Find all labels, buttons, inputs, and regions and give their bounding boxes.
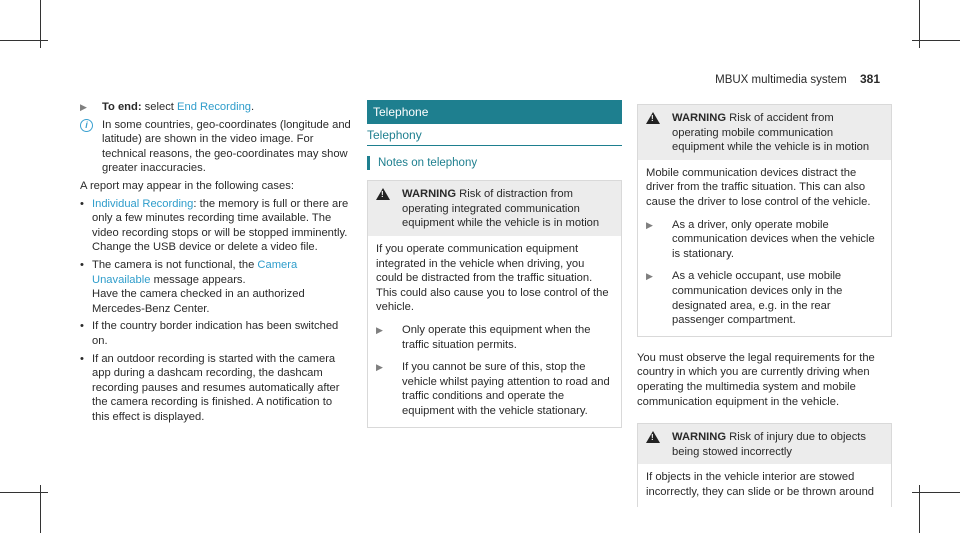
list-item-text: If an outdoor recording is started with the camera app during a dashcam recording, the dashcam recording pauses and resumes automatically after the camera recording is finished. A notification to this effect is displayed.: [92, 352, 340, 423]
bullet-icon: •: [80, 258, 84, 271]
warning-step-text: Only operate this equipment when the traffic situation permits.: [402, 323, 591, 351]
notes-heading: [367, 156, 622, 171]
warning-label: WARNING: [402, 188, 457, 201]
warning-header: [638, 105, 891, 160]
list-item-followup: Have the camera checked in an authorized Mercedes-Benz Center.: [92, 288, 305, 315]
warning-title: Risk of distraction from operating integrated communication equipment while the vehicle is in motion: [402, 188, 600, 230]
section-heading-telephony: Telephony: [367, 128, 622, 146]
page-header: [715, 72, 880, 88]
notes-heading-text: Notes on telephony: [378, 156, 478, 169]
warning-icon: [646, 112, 660, 124]
running-title: MBUX multimedia system: [715, 74, 847, 86]
bullet-icon: •: [80, 197, 84, 210]
end-recording-link[interactable]: End Recording: [177, 101, 252, 113]
heading-marker: [367, 156, 370, 170]
info-note: [80, 118, 352, 176]
step-arrow-icon: ▶: [376, 324, 383, 335]
warning-header: [638, 424, 891, 464]
step-end: [80, 100, 352, 115]
individual-recording-link[interactable]: Individual Recording: [92, 197, 194, 210]
warning-step: [646, 218, 883, 262]
warning-text: If you operate communication equipment integrated in the vehicle when driving, you could be distracted from the traffic situation. This could also cause you to lose control of the vehicle.: [376, 242, 609, 314]
list-item-text: If the country border indication has been switched on.: [92, 320, 339, 347]
info-icon: i: [80, 119, 93, 132]
warning-box: [637, 423, 892, 507]
warning-label: WARNING: [672, 431, 727, 444]
list-item-text: The camera is not functional, the: [92, 258, 258, 271]
section-bar-telephone: Telephone: [367, 100, 622, 124]
list-item: [80, 319, 352, 348]
column-3: [637, 100, 892, 507]
warning-step: [646, 269, 883, 327]
crop-mark: [912, 492, 960, 493]
step-end-label: To end:: [102, 101, 142, 113]
page-number: 381: [859, 72, 880, 86]
warning-header: [368, 181, 621, 236]
column-1: [80, 100, 352, 424]
camera-unavailable-link[interactable]: Camera Unavailable: [92, 258, 298, 286]
step-end-text: select: [141, 101, 178, 113]
step-arrow-icon: ▶: [646, 219, 653, 230]
crop-mark: [0, 40, 48, 41]
warning-icon: [376, 188, 390, 200]
list-item: [80, 197, 352, 241]
warning-body: [368, 236, 621, 427]
warning-step: [376, 360, 613, 418]
warning-title: Risk of accident from operating mobile communication equipment while the vehicle is in motion: [672, 112, 870, 154]
warning-body: [638, 464, 891, 507]
warning-step-text: If you cannot be sure of this, stop the vehicle whilst paying attention to road and traffic conditions and operate the equipment with the vehicle stationary.: [402, 361, 610, 417]
step-arrow-icon: ▶: [646, 271, 653, 282]
legal-paragraph: You must observe the legal requirements for the country in which you are currently driving when operating the multimedia system and mobile communication equipment in the vehicle.: [637, 351, 875, 408]
list-item-text: : the memory is full or there are only a few minutes recording time available. The video recording stops or will be stopped imminently.: [92, 197, 349, 239]
list-item-followup: Change the USB device or delete a video file.: [92, 241, 318, 254]
warning-step-text: As a vehicle occupant, use mobile communication devices only in the designated area, e.g. in the rear passenger compartment.: [672, 270, 843, 327]
warning-step: [376, 323, 613, 352]
warning-body: [638, 160, 891, 336]
column-2: [367, 100, 622, 428]
list-item-text: message appears.: [150, 273, 246, 286]
warning-box: [637, 104, 892, 337]
info-text: In some countries, geo-coordinates (longitude and latitude) are shown in the video image. For technical reasons, the geo-coordinates may show greater inaccuracies.: [102, 118, 351, 175]
warning-title: Risk of injury due to objects being stowed incorrectly: [672, 431, 866, 458]
bullet-icon: •: [80, 352, 84, 365]
warning-label: WARNING: [672, 112, 727, 124]
crop-mark: [0, 492, 48, 493]
warning-text: Mobile communication devices distract the driver from the traffic situation. This can also cause the driver to lose control of the vehicle.: [646, 166, 871, 208]
list-item: [80, 352, 352, 425]
step-arrow-icon: ▶: [376, 362, 383, 373]
crop-mark: [912, 40, 960, 41]
step-arrow-icon: ▶: [80, 102, 87, 112]
step-end-tail: .: [251, 101, 255, 113]
warning-text: If objects in the vehicle interior are stowed incorrectly, they can slide or be thrown around: [646, 471, 875, 498]
bullet-icon: •: [80, 320, 84, 333]
warning-icon: [646, 431, 660, 443]
warning-step-text: As a driver, only operate mobile communication devices when the vehicle is stationary.: [672, 218, 875, 260]
warning-box: [367, 180, 622, 427]
list-item: [80, 258, 352, 287]
report-intro: A report may appear in the following cases:: [80, 179, 294, 192]
